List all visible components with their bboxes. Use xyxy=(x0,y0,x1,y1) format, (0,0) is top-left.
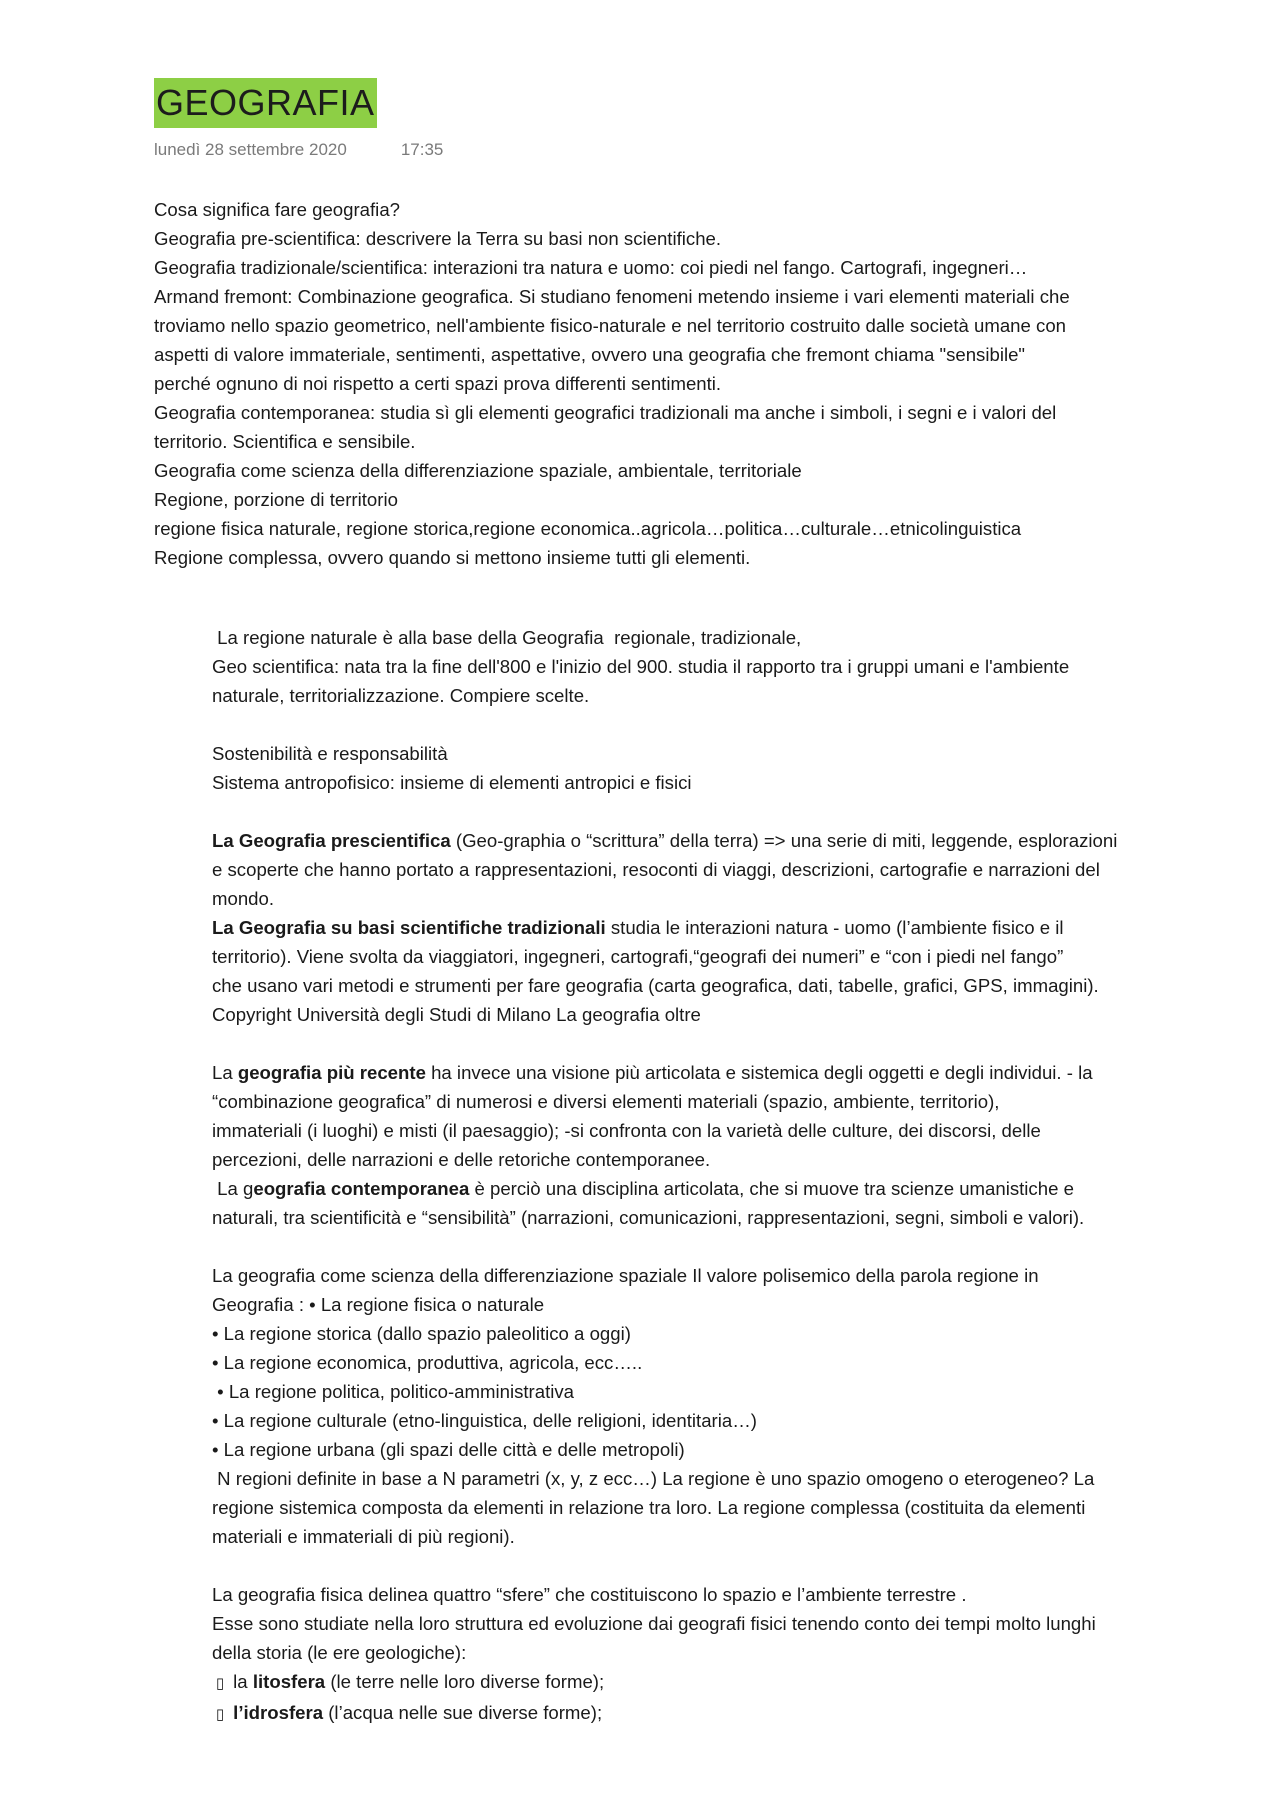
paragraph-gap xyxy=(212,1551,1262,1580)
paragraph-gap xyxy=(212,797,1262,826)
notes-block xyxy=(154,195,1244,572)
text-line: La geografia come scienza della differenziazione spaziale Il valore polisemico della parola regione in xyxy=(212,1265,1039,1286)
text-line: e scoperte che hanno portato a rappresentazioni, resoconti di viaggi, descrizioni, cartografie e narrazioni del xyxy=(212,859,1100,880)
text-line: perché ognuno di noi rispetto a certi spazi prova differenti sentimenti. xyxy=(154,373,722,394)
text-line: materiali e immateriali di più regioni). xyxy=(212,1526,515,1547)
text-line: troviamo nello spazio geometrico, nell'ambiente fisico-naturale e nel territorio costruito dalle società umane con xyxy=(154,315,1067,336)
paragraph-gap xyxy=(212,710,1262,739)
text-line: immateriali (i luoghi) e misti (il paesaggio); -si confronta con la varietà delle culture, dei discorsi, delle xyxy=(212,1120,1041,1141)
text-line xyxy=(212,913,1262,942)
list-item: • La regione economica, produttiva, agricola, ecc….. xyxy=(212,1352,643,1373)
list-item: • La regione urbana (gli spazi delle città e delle metropoli) xyxy=(212,1439,685,1460)
list-item xyxy=(212,1698,1262,1729)
text-line xyxy=(212,1058,1262,1087)
text-line: Regione, porzione di territorio xyxy=(154,489,398,510)
text-line: Geografia tradizionale/scientifica: interazioni tra natura e uomo: coi piedi nel fango. Cartografi, ingegneri… xyxy=(154,257,1028,278)
text-line xyxy=(212,1174,1262,1203)
page-title: GEOGRAFIA xyxy=(154,78,377,128)
text-line: territorio. Scientifica e sensibile. xyxy=(154,431,416,452)
text-line: che usano vari metodi e strumenti per fare geografia (carta geografica, dati, tabelle, grafici, GPS, immagini). xyxy=(212,975,1099,996)
text-line: “combinazione geografica” di numerosi e diversi elementi materiali (spazio, ambiente, territorio), xyxy=(212,1091,1000,1112)
text-span: La g xyxy=(212,1178,254,1199)
text-line: regione fisica naturale, regione storica,regione economica..agricola…politica…culturale…etnicolinguistica xyxy=(154,518,1022,539)
text-line: La geografia fisica delinea quattro “sfere” che costituiscono lo spazio e l’ambiente terrestre . xyxy=(212,1584,967,1605)
text-line: percezioni, delle narrazioni e delle retoriche contemporanee. xyxy=(212,1149,711,1170)
text-span: la xyxy=(228,1671,253,1692)
list-item xyxy=(212,1667,1262,1698)
text-line: naturali, tra scientificità e “sensibilità” (narrazioni, comunicazioni, rappresentazioni, segni, simboli e valori). xyxy=(212,1207,1085,1228)
text-line: Cosa significa fare geografia? xyxy=(154,199,400,220)
paragraph-gap xyxy=(212,1029,1262,1058)
bold-term: eografia contemporanea xyxy=(253,1178,470,1199)
text-line: Sostenibilità e responsabilità xyxy=(212,743,448,764)
text-line: Sistema antropofisico: insieme di elementi antropici e fisici xyxy=(212,772,692,793)
text-line: N regioni definite in base a N parametri (x, y, z ecc…) La regione è uno spazio omogeno o eterogeneo? La xyxy=(212,1468,1095,1489)
text-line: Geografia come scienza della differenziazione spaziale, ambientale, territoriale xyxy=(154,460,802,481)
text-span: (Geo-graphia o “scrittura” della terra) => una serie di miti, leggende, esplorazioni xyxy=(450,830,1118,851)
text-line: Geo scientifica: nata tra la fine dell'800 e l'inizio del 900. studia il rapporto tra i gruppi umani e l'ambiente xyxy=(212,656,1070,677)
note-date: lunedì 28 settembre 2020 xyxy=(154,140,347,159)
text-line xyxy=(212,826,1262,855)
bold-term: La Geografia prescientifica xyxy=(212,830,451,851)
text-line: territorio). Viene svolta da viaggiatori, ingegneri, cartografi,“geografi dei numeri” e “con i piedi nel fango” xyxy=(212,946,1064,967)
text-line: Geografia contemporanea: studia sì gli elementi geografici tradizionali ma anche i simboli, i segni e i valori del xyxy=(154,402,1057,423)
text-line: Copyright Università degli Studi di Milano La geografia oltre xyxy=(212,1004,701,1025)
text-line: La regione naturale è alla base della Geografia regionale, tradizionale, xyxy=(212,627,802,648)
section-block xyxy=(212,623,1262,1729)
missing-glyph-icon: ▯ xyxy=(215,1675,225,1692)
bold-term: geografia più recente xyxy=(237,1062,426,1083)
text-line: della storia (le ere geologiche): xyxy=(212,1642,467,1663)
text-line: Esse sono studiate nella loro struttura ed evoluzione dai geografi fisici tenendo conto dei tempi molto lunghi xyxy=(212,1613,1096,1634)
paragraph-gap xyxy=(212,1232,1262,1261)
missing-glyph-icon: ▯ xyxy=(215,1706,225,1723)
bold-term: La Geografia su basi scientifiche tradizionali xyxy=(212,917,606,938)
text-span: (l’acqua nelle sue diverse forme); xyxy=(323,1702,603,1723)
list-item: • La regione storica (dallo spazio paleolitico a oggi) xyxy=(212,1323,631,1344)
bold-term: litosfera xyxy=(252,1671,326,1692)
text-span: ha invece una visione più articolata e sistemica degli oggetti e degli individui. - la xyxy=(425,1062,1093,1083)
text-line: Geografia pre-scientifica: descrivere la Terra su basi non scientifiche. xyxy=(154,228,722,249)
text-span: La xyxy=(212,1062,238,1083)
text-line: regione sistemica composta da elementi in relazione tra loro. La regione complessa (costituita da elementi xyxy=(212,1497,1086,1518)
text-span: è perciò una disciplina articolata, che si muove tra scienze umanistiche e xyxy=(469,1178,1074,1199)
text-line: naturale, territorializzazione. Compiere scelte. xyxy=(212,685,590,706)
text-line: Regione complessa, ovvero quando si mettono insieme tutti gli elementi. xyxy=(154,547,751,568)
list-item: • La regione politica, politico-amministrativa xyxy=(212,1381,575,1402)
note-time: 17:35 xyxy=(400,140,444,159)
text-span: (le terre nelle loro diverse forme); xyxy=(325,1671,605,1692)
bold-term: l’idrosfera xyxy=(233,1702,324,1723)
list-item: • La regione culturale (etno-linguistica, delle religioni, identitaria…) xyxy=(212,1410,757,1431)
text-line: aspetti di valore immateriale, sentimenti, aspettative, ovvero una geografia che fremont chiama "sensibile" xyxy=(154,344,1026,365)
note-timestamp xyxy=(154,139,443,161)
text-line: Geografia : • La regione fisica o naturale xyxy=(212,1294,545,1315)
text-line: Armand fremont: Combinazione geografica. Si studiano fenomeni metendo insieme i vari elementi materiali che xyxy=(154,286,1070,307)
text-line: mondo. xyxy=(212,888,275,909)
text-span: studia le interazioni natura - uomo (l’ambiente fisico e il xyxy=(605,917,1064,938)
